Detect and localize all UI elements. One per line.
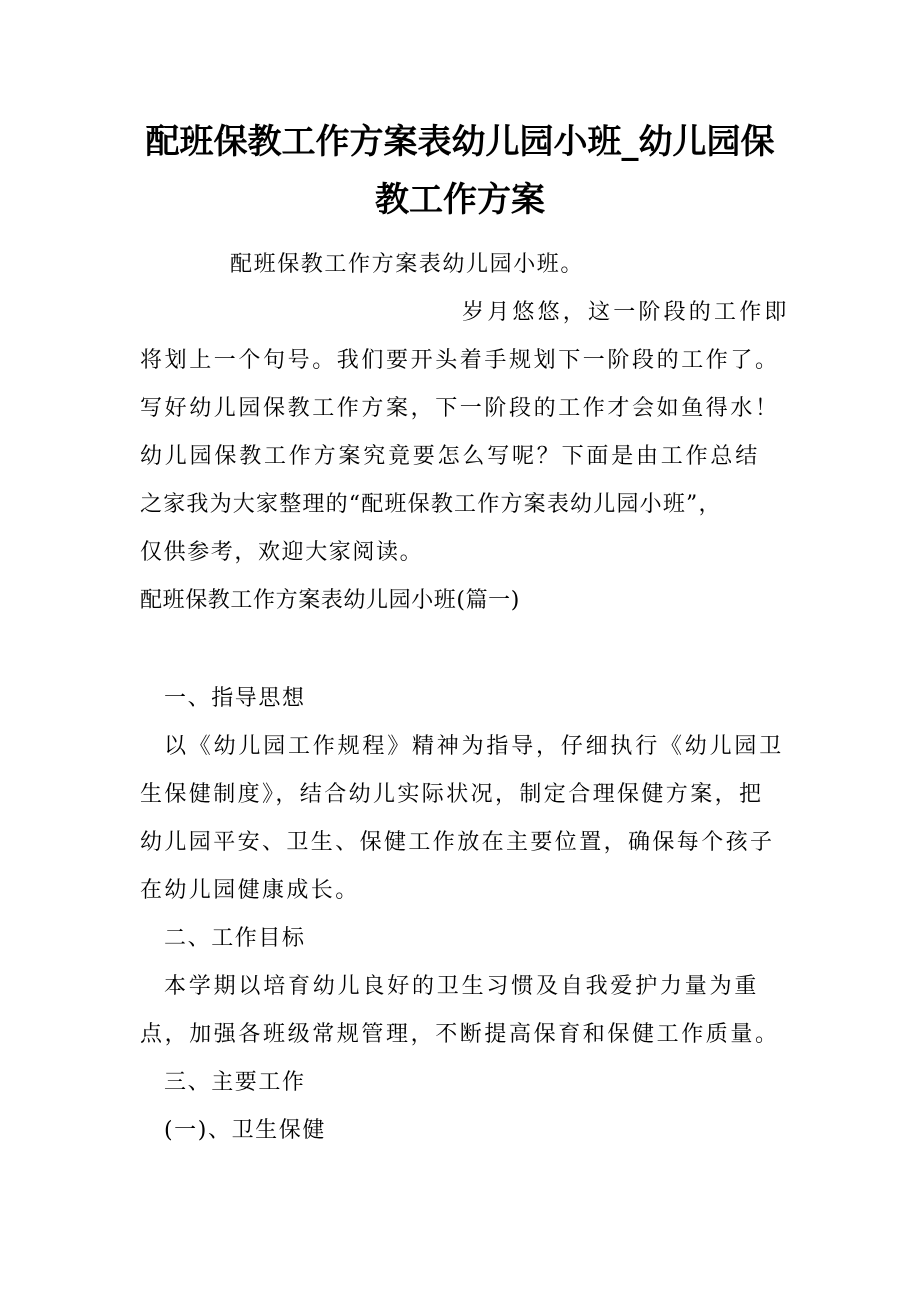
document-title-line-2: 教工作方案 bbox=[375, 180, 545, 220]
section-1-line-1: 以《幼儿园工作规程》精神为指导，仔细执行《幼儿园卫 bbox=[164, 734, 785, 759]
section-3-subheading: (一)、卫生保健 bbox=[164, 1118, 326, 1143]
intro-line-4: 幼儿园保教工作方案究竟要怎么写呢？下面是由工作总结 bbox=[140, 444, 761, 469]
document-title-line-1: 配班保教工作方案表幼儿园小班_幼儿园保 bbox=[145, 122, 775, 162]
section-heading-3: 三、主要工作 bbox=[164, 1070, 306, 1095]
section-2-line-2: 点，加强各班级常规管理，不断提高保育和保健工作质量。 bbox=[140, 1022, 780, 1047]
section-1-line-4: 在幼儿园健康成长。 bbox=[140, 878, 360, 903]
section-heading-1: 一、指导思想 bbox=[164, 686, 306, 711]
intro-line-2: 将划上一个句号。我们要开头着手规划下一阶段的工作了。 bbox=[140, 348, 780, 373]
intro-line-3: 写好幼儿园保教工作方案，下一阶段的工作才会如鱼得水！ bbox=[140, 396, 780, 421]
section-1-line-3: 幼儿园平安、卫生、保健工作放在主要位置，确保每个孩子 bbox=[140, 830, 775, 855]
part-heading: 配班保教工作方案表幼儿园小班(篇一) bbox=[140, 588, 520, 613]
section-1-line-2: 生保健制度》，结合幼儿实际状况，制定合理保健方案，把 bbox=[140, 782, 764, 807]
intro-line-5: 之家我为大家整理的“配班保教工作方案表幼儿园小班”， bbox=[140, 492, 722, 517]
intro-line-1: 岁月悠悠，这一阶段的工作即 bbox=[462, 300, 790, 325]
section-2-line-1: 本学期以培育幼儿良好的卫生习惯及自我爱护力量为重 bbox=[164, 974, 760, 999]
section-heading-2: 二、工作目标 bbox=[164, 926, 306, 951]
intro-subtitle: 配班保教工作方案表幼儿园小班。 bbox=[230, 252, 585, 277]
intro-line-6: 仅供参考，欢迎大家阅读。 bbox=[140, 540, 424, 565]
